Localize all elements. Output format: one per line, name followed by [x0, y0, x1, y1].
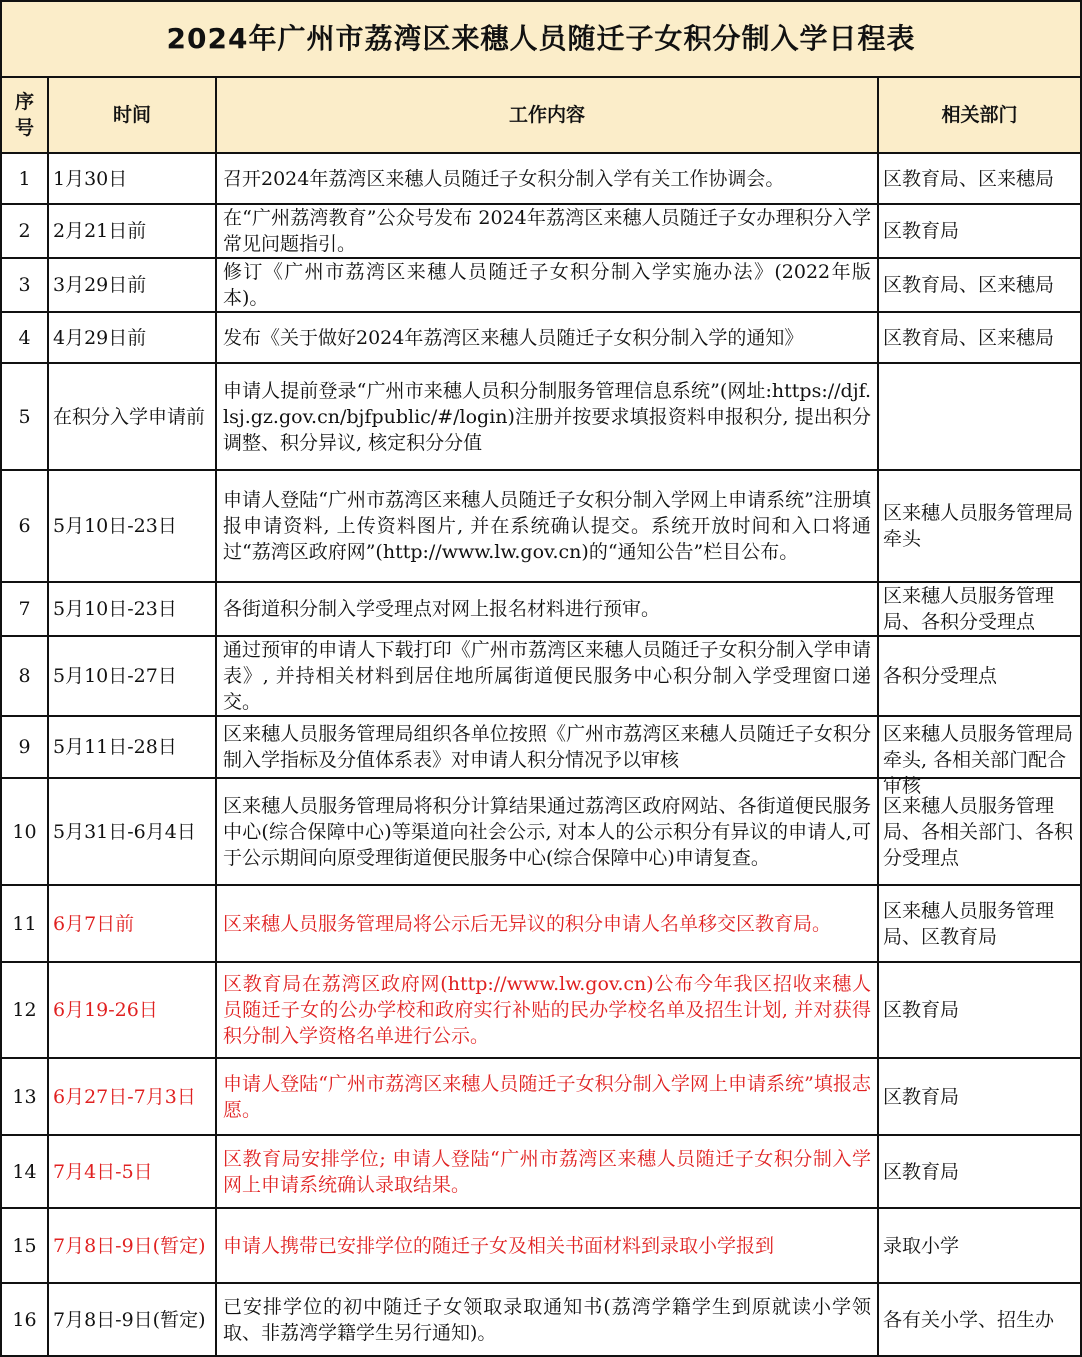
row-content: 通过预审的申请人下载打印《广州市荔湾区来穗人员随迁子女积分制入学申请表》, 并持相关材料到居住地所属街道便民服务中心积分制入学受理窗口递交。 — [216, 636, 878, 716]
table-row — [1, 153, 1081, 204]
row-content: 已安排学位的初中随迁子女领取录取通知书(荔湾学籍学生到原就读小学领取、非荔湾学籍学生另行通知)。 — [216, 1283, 878, 1356]
row-number: 16 — [1, 1283, 48, 1356]
row-content: 各街道积分制入学受理点对网上报名材料进行预审。 — [216, 582, 878, 636]
row-number: 3 — [1, 258, 48, 312]
table-row — [1, 1283, 1081, 1356]
row-time: 5月10日-23日 — [48, 470, 216, 582]
row-time: 7月8日-9日(暂定) — [48, 1208, 216, 1283]
table-row — [1, 312, 1081, 363]
row-content: 区来穗人员服务管理局将公示后无异议的积分申请人名单移交区教育局。 — [216, 885, 878, 962]
row-dept: 区来穗人员服务管理局、区教育局 — [878, 885, 1081, 962]
row-number: 10 — [1, 778, 48, 885]
row-number: 15 — [1, 1208, 48, 1283]
row-number: 14 — [1, 1135, 48, 1208]
row-dept: 区来穗人员服务管理局牵头, 各相关部门配合审核 — [883, 723, 1074, 797]
table-row — [1, 1208, 1081, 1283]
row-dept: 录取小学 — [878, 1208, 1081, 1283]
row-time: 6月7日前 — [48, 885, 216, 962]
row-content: 发布《关于做好2024年荔湾区来穗人员随迁子女积分制入学的通知》 — [216, 312, 878, 363]
table-row — [1, 962, 1081, 1058]
row-dept — [878, 363, 1081, 470]
page-title: 2024年广州市荔湾区来穗人员随迁子女积分制入学日程表 — [1, 1, 1081, 77]
table-row — [1, 716, 1081, 778]
row-time: 7月8日-9日(暂定) — [48, 1283, 216, 1356]
row-time: 5月10日-23日 — [48, 582, 216, 636]
row-dept: 区教育局 — [878, 1058, 1081, 1135]
row-time: 4月29日前 — [48, 312, 216, 363]
table-row — [1, 1135, 1081, 1208]
row-content: 区教育局安排学位; 申请人登陆“广州市荔湾区来穗人员随迁子女积分制入学网上申请系统确认录取结果。 — [216, 1135, 878, 1208]
row-number: 2 — [1, 204, 48, 258]
row-dept: 区教育局 — [878, 1135, 1081, 1208]
row-number: 4 — [1, 312, 48, 363]
table-row — [1, 470, 1081, 582]
table-row — [1, 778, 1081, 885]
row-time: 1月30日 — [48, 153, 216, 204]
row-number: 6 — [1, 470, 48, 582]
header-content: 工作内容 — [216, 77, 878, 153]
row-number: 13 — [1, 1058, 48, 1135]
table-row — [1, 885, 1081, 962]
row-time: 在积分入学申请前 — [48, 363, 216, 470]
row-number: 5 — [1, 363, 48, 470]
row-number: 11 — [1, 885, 48, 962]
row-dept: 区来穗人员服务管理局、各积分受理点 — [878, 582, 1081, 636]
row-time: 6月27日-7月3日 — [48, 1058, 216, 1135]
row-content: 区教育局在荔湾区政府网(http://www.lw.gov.cn)公布今年我区招收来穗人员随迁子女的公办学校和政府实行补贴的民办学校名单及招生计划, 并对获得积分制入学资格名单进行公示。 — [216, 962, 878, 1058]
header-dept: 相关部门 — [878, 77, 1081, 153]
table-row — [1, 363, 1081, 470]
row-time: 7月4日-5日 — [48, 1135, 216, 1208]
title-row — [1, 1, 1081, 77]
row-dept: 各有关小学、招生办 — [878, 1283, 1081, 1356]
table-row — [1, 582, 1081, 636]
row-content: 区来穗人员服务管理局将积分计算结果通过荔湾区政府网站、各街道便民服务中心(综合保障中心)等渠道向社会公示, 对本人的公示积分有异议的申请人,可于公示期间向原受理街道便民服务中心(综合保障中心)申请复查。 — [216, 778, 878, 885]
row-dept: 区教育局、区来穗局 — [878, 153, 1081, 204]
row-time: 5月31日-6月4日 — [48, 778, 216, 885]
row-number: 7 — [1, 582, 48, 636]
row-dept: 区教育局、区来穗局 — [878, 312, 1081, 363]
header-time: 时间 — [48, 77, 216, 153]
row-content: 修订《广州市荔湾区来穗人员随迁子女积分制入学实施办法》(2022年版本)。 — [216, 258, 878, 312]
row-time: 2月21日前 — [48, 204, 216, 258]
row-time: 3月29日前 — [48, 258, 216, 312]
header-no: 序号 — [1, 77, 48, 153]
row-dept: 区教育局 — [878, 204, 1081, 258]
row-dept: 区教育局、区来穗局 — [878, 258, 1081, 312]
table-row — [1, 636, 1081, 716]
row-time: 5月11日-28日 — [48, 716, 216, 778]
header-row — [1, 77, 1081, 153]
row-content: 申请人登陆“广州市荔湾区来穗人员随迁子女积分制入学网上申请系统”注册填报申请资料, 上传资料图片, 并在系统确认提交。系统开放时间和入口将通过“荔湾区政府网”(http://www.lw.gov.cn)的“通知公告”栏目公布。 — [216, 470, 878, 582]
row-dept: 区来穗人员服务管理局、各相关部门、各积分受理点 — [878, 778, 1081, 885]
row-time: 5月10日-27日 — [48, 636, 216, 716]
row-content: 区来穗人员服务管理局组织各单位按照《广州市荔湾区来穗人员随迁子女积分制入学指标及分值体系表》对申请人积分情况予以审核 — [216, 716, 878, 778]
row-dept: 区来穗人员服务管理局牵头 — [878, 470, 1081, 582]
table-row — [1, 1058, 1081, 1135]
row-dept: 区教育局 — [878, 962, 1081, 1058]
row-number: 1 — [1, 153, 48, 204]
row-number: 9 — [1, 716, 48, 778]
row-content: 申请人携带已安排学位的随迁子女及相关书面材料到录取小学报到 — [216, 1208, 878, 1283]
row-time: 6月19-26日 — [48, 962, 216, 1058]
table-row — [1, 258, 1081, 312]
row-content: 召开2024年荔湾区来穗人员随迁子女积分制入学有关工作协调会。 — [216, 153, 878, 204]
row-content: 申请人提前登录“广州市来穗人员积分制服务管理信息系统”(网址:https://djf.lsj.gz.gov.cn/bjfpublic/#/login)注册并按要求填报资料申报积分, 提出积分调整、积分异议, 核定积分分值 — [216, 363, 878, 470]
row-number: 12 — [1, 962, 48, 1058]
row-dept: 各积分受理点 — [878, 636, 1081, 716]
row-content: 在“广州荔湾教育”公众号发布 2024年荔湾区来穗人员随迁子女办理积分入学常见问题指引。 — [216, 204, 878, 258]
row-number: 8 — [1, 636, 48, 716]
row-content: 申请人登陆“广州市荔湾区来穗人员随迁子女积分制入学网上申请系统”填报志愿。 — [216, 1058, 878, 1135]
table-row — [1, 204, 1081, 258]
